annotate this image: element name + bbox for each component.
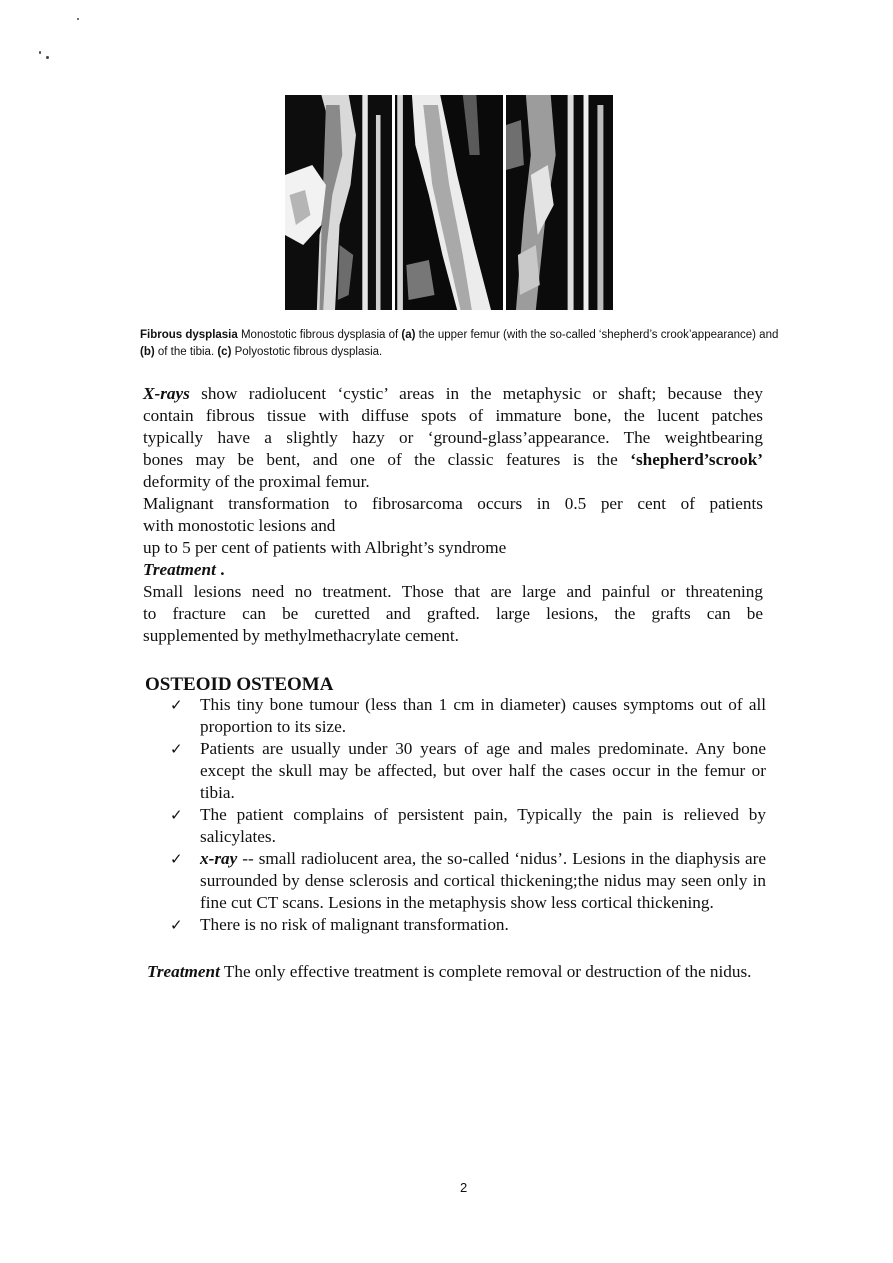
caption-title: Fibrous dysplasia	[140, 329, 238, 341]
caption-label-c: (c)	[217, 346, 232, 358]
bullet-text: Patients are usually under 30 years of age and males predominate. Any bone except the skull may be affected, but over half the cases occur in the femur or tibia.	[200, 739, 766, 802]
list-item	[170, 804, 766, 848]
checkmark-icon: ✓	[170, 740, 183, 758]
xray-figure	[285, 95, 613, 310]
xray-panel-tibia	[395, 95, 502, 310]
page-number: 2	[460, 1180, 468, 1195]
paragraph-line: Small lesions need no treatment. Those that are large and painful or threatening	[143, 582, 763, 601]
paragraph-line: up to 5 per cent of patients with Albright’s syndrome	[143, 538, 507, 557]
paragraph-line: with monostotic lesions and	[143, 516, 336, 535]
xray-separator: --	[237, 849, 259, 868]
treatment-text: The only effective treatment is complete removal or destruction of the nidus.	[219, 962, 752, 981]
paragraph-line: to fracture can be curetted and grafted. large lesions, the grafts can be	[143, 604, 763, 623]
paragraph-line: supplemented by methylmethacrylate cement.	[143, 626, 459, 645]
paragraph-line	[143, 383, 763, 405]
treatment-heading: Treatment	[143, 560, 216, 579]
paragraph-line: contain fibrous tissue with diffuse spots of immature bone, the lucent patches	[143, 406, 763, 425]
shepherds-crook-term: ‘shepherd’scrook’	[630, 450, 763, 469]
bullet-text: The patient complains of persistent pain, Typically the pain is relieved by salicylates.	[200, 805, 766, 846]
xray-panel-upper-femur	[285, 95, 392, 310]
caption-label-a: (a)	[401, 329, 416, 341]
treatment-heading-line	[143, 559, 763, 581]
checkmark-icon: ✓	[170, 916, 183, 934]
checkmark-icon: ✓	[170, 850, 183, 868]
bullet-text: There is no risk of malignant transformation.	[200, 915, 509, 934]
list-item	[170, 914, 766, 936]
treatment-heading: Treatment	[147, 962, 220, 981]
osteoid-treatment-paragraph	[147, 958, 773, 985]
list-item	[170, 848, 766, 914]
xray-lead: x-ray	[200, 849, 238, 868]
scan-speck	[39, 51, 41, 54]
treatment-paragraph	[143, 559, 763, 647]
checkmark-icon: ✓	[170, 696, 183, 714]
list-item	[170, 694, 766, 738]
caption-text: Polyostotic fibrous dysplasia.	[231, 346, 383, 358]
malignant-paragraph	[143, 493, 763, 559]
caption-text: the upper femur (with the so-called ‘shepherd’s crook’appearance) and	[415, 329, 779, 341]
line-text: bones may be bent, and one of the classic features is the	[143, 450, 631, 469]
caption-label-b: (b)	[140, 346, 155, 358]
list-item	[170, 738, 766, 804]
bullet-text: small radiolucent area, the so-called ‘nidus’. Lesions in the diaphysis are surrounded by dense sclerosis and cortical thickening;the nidus may seen only in fine cut CT scans. Lesions in the metaphysis show less cortical thickening.	[200, 849, 766, 912]
caption-text: of the tibia.	[154, 346, 218, 358]
bullet-text: This tiny bone tumour (less than 1 cm in diameter) causes symptoms out of all proportion to its size.	[200, 695, 766, 736]
checkmark-icon: ✓	[170, 806, 183, 824]
xrays-paragraph	[143, 383, 763, 493]
paragraph-line: Malignant transformation to fibrosarcoma occurs in 0.5 per cent of patients	[143, 494, 763, 513]
line-text: show radiolucent ‘cystic’ areas in the metaphysic or shaft; because they	[189, 384, 763, 403]
xrays-lead: X-rays	[143, 384, 190, 403]
osteoid-bullet-list	[170, 694, 766, 936]
caption-text: Monostotic fibrous dysplasia of	[237, 329, 402, 341]
paragraph-line: typically have a slightly hazy or ‘ground-glass’appearance. The weightbearing	[143, 428, 763, 447]
paragraph-line: deformity of the proximal femur.	[143, 472, 370, 491]
paragraph-line	[143, 449, 763, 471]
scan-speck	[46, 56, 49, 59]
figure-caption	[140, 327, 780, 361]
xray-panel-polyostotic	[506, 95, 613, 310]
scan-speck	[77, 18, 79, 20]
section-heading-osteoid-osteoma: OSTEOID OSTEOMA	[145, 674, 334, 695]
heading-suffix: .	[215, 560, 225, 579]
